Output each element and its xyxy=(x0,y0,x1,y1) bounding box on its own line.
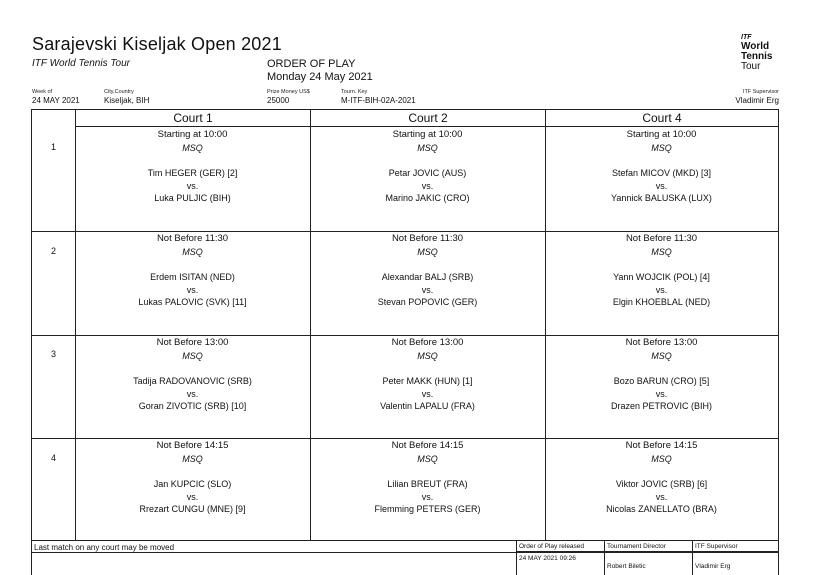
row-number: 1 xyxy=(50,142,56,152)
meta-supervisor xyxy=(735,89,779,106)
match-cell xyxy=(310,440,545,516)
match-type: MSQ xyxy=(417,453,438,464)
director-value: Robert Biletic xyxy=(607,563,646,570)
match-cell xyxy=(310,337,545,413)
prize-label: Prize Money US$ xyxy=(267,89,310,95)
prize-value: 25000 xyxy=(267,96,290,105)
match-cell xyxy=(310,129,545,205)
supervisor-value: Vladimir Erg xyxy=(735,96,779,105)
row-divider xyxy=(32,335,778,336)
week-label: Week of xyxy=(32,89,53,95)
match-type: MSQ xyxy=(417,142,438,153)
player-2: Yannick BALUSKA (LUX) xyxy=(611,193,712,203)
released-value: 24 MAY 2021 09:26 xyxy=(519,555,576,562)
versus: vs. xyxy=(421,491,434,502)
match-time: Starting at 10:00 xyxy=(626,129,697,140)
footer xyxy=(31,541,779,575)
player-2: Rrezart CUNGU (MNE) [9] xyxy=(139,504,246,514)
match-cell xyxy=(310,233,545,309)
tournament-title: Sarajevski Kiseljak Open 2021 xyxy=(32,34,282,54)
match-cell xyxy=(75,129,310,205)
supervisor-box xyxy=(692,541,778,575)
player-2: Valentin LAPALU (FRA) xyxy=(380,401,475,411)
match-time: Starting at 10:00 xyxy=(392,129,463,140)
released-label: Order of Play released xyxy=(517,541,604,552)
player-2: Drazen PETROVIC (BIH) xyxy=(610,401,713,411)
match-cell xyxy=(545,440,778,516)
versus: vs. xyxy=(655,180,668,191)
match-type: MSQ xyxy=(417,246,438,257)
city-value: Kiseljak, BIH xyxy=(104,96,150,105)
itf-world-tennis-tour-logo xyxy=(741,34,787,72)
match-type: MSQ xyxy=(417,350,438,361)
match-time: Starting at 10:00 xyxy=(157,129,228,140)
match-cell xyxy=(75,233,310,309)
player-1: Yann WOJCIK (POL) [4] xyxy=(613,272,710,282)
match-type: MSQ xyxy=(182,350,203,361)
versus: vs. xyxy=(186,284,199,295)
footer-note: Last match on any court may be moved xyxy=(34,543,175,552)
director-box xyxy=(604,541,692,575)
player-2: Marino JAKIC (CRO) xyxy=(385,193,470,203)
versus: vs. xyxy=(421,180,434,191)
match-time: Not Before 13:00 xyxy=(625,337,698,348)
player-2: Flemming PETERS (GER) xyxy=(374,504,481,514)
match-time: Not Before 13:00 xyxy=(156,337,229,348)
meta-key xyxy=(341,89,416,106)
header-divider xyxy=(75,126,778,127)
versus: vs. xyxy=(186,388,199,399)
meta-prize xyxy=(267,89,310,106)
match-cell xyxy=(545,233,778,309)
order-of-play-label: ORDER OF PLAY xyxy=(267,58,356,70)
match-time: Not Before 11:30 xyxy=(625,233,698,244)
match-type: MSQ xyxy=(182,142,203,153)
city-label: City,Country xyxy=(104,89,134,95)
schedule-grid xyxy=(31,109,779,541)
versus: vs. xyxy=(186,491,199,502)
logo-itf-text: ITF xyxy=(741,34,752,41)
court-header-3: Court 4 xyxy=(545,110,778,127)
versus: vs. xyxy=(421,284,434,295)
player-1: Petar JOVIC (AUS) xyxy=(388,168,467,178)
match-cell xyxy=(545,337,778,413)
row-divider xyxy=(32,231,778,232)
row-number: 2 xyxy=(50,246,56,256)
match-cell xyxy=(545,129,778,205)
versus: vs. xyxy=(421,388,434,399)
footer-supervisor-value: Vladimir Erg xyxy=(695,563,731,570)
match-time: Not Before 11:30 xyxy=(391,233,464,244)
meta-week xyxy=(32,89,80,106)
key-value: M-ITF-BIH-02A-2021 xyxy=(341,96,416,105)
match-time: Not Before 14:15 xyxy=(625,440,698,451)
versus: vs. xyxy=(655,388,668,399)
match-time: Not Before 14:15 xyxy=(156,440,229,451)
supervisor-label: ITF Supervisor xyxy=(742,89,779,95)
player-2: Elgin KHOEBLAL (NED) xyxy=(612,297,711,307)
key-label: Tourn. Key xyxy=(341,89,368,95)
match-type: MSQ xyxy=(651,453,672,464)
player-1: Tim HEGER (GER) [2] xyxy=(147,168,238,178)
match-time: Not Before 13:00 xyxy=(391,337,464,348)
match-type: MSQ xyxy=(182,453,203,464)
player-1: Lilian BREUT (FRA) xyxy=(387,479,468,489)
player-1: Jan KUPCIC (SLO) xyxy=(153,479,232,489)
row-divider xyxy=(32,438,778,439)
logo-line-2: Tennis xyxy=(741,51,773,62)
released-box xyxy=(516,541,604,575)
tour-subtitle: ITF World Tennis Tour xyxy=(32,58,131,69)
match-time: Not Before 11:30 xyxy=(156,233,229,244)
order-of-play-heading xyxy=(267,58,373,84)
week-value: 24 MAY 2021 xyxy=(32,96,80,105)
row-number: 3 xyxy=(50,349,56,359)
director-label: Tournament Director xyxy=(605,541,692,552)
match-type: MSQ xyxy=(651,246,672,257)
versus: vs. xyxy=(655,491,668,502)
player-1: Viktor JOVIC (SRB) [6] xyxy=(615,479,708,489)
player-1: Erdem ISITAN (NED) xyxy=(150,272,235,282)
row-number: 4 xyxy=(50,453,56,463)
versus: vs. xyxy=(186,180,199,191)
match-cell xyxy=(75,440,310,516)
player-1: Stefan MICOV (MKD) [3] xyxy=(611,168,712,178)
player-2: Stevan POPOVIC (GER) xyxy=(377,297,478,307)
versus: vs. xyxy=(655,284,668,295)
footer-supervisor-label: ITF Supervisor xyxy=(693,541,778,552)
logo-line-3: Tour xyxy=(741,61,761,72)
player-2: Nicolas ZANELLATO (BRA) xyxy=(606,504,717,514)
player-1: Alexandar BALJ (SRB) xyxy=(381,272,474,282)
logo-line-1: World xyxy=(741,41,770,52)
player-1: Tadija RADOVANOVIC (SRB) xyxy=(133,376,252,386)
match-cell xyxy=(75,337,310,413)
player-2: Goran ZIVOTIC (SRB) [10] xyxy=(138,401,247,411)
play-date: Monday 24 May 2021 xyxy=(267,71,373,83)
meta-city xyxy=(104,89,149,106)
match-type: MSQ xyxy=(651,142,672,153)
court-header-2: Court 2 xyxy=(310,110,545,127)
player-1: Peter MAKK (HUN) [1] xyxy=(382,376,473,386)
player-2: Lukas PALOVIC (SVK) [11] xyxy=(138,297,247,307)
player-1: Bozo BARUN (CRO) [5] xyxy=(613,376,710,386)
court-header-1: Court 1 xyxy=(75,110,310,127)
match-type: MSQ xyxy=(651,350,672,361)
match-type: MSQ xyxy=(182,246,203,257)
player-2: Luka PULJIC (BIH) xyxy=(154,193,231,203)
match-time: Not Before 14:15 xyxy=(391,440,464,451)
